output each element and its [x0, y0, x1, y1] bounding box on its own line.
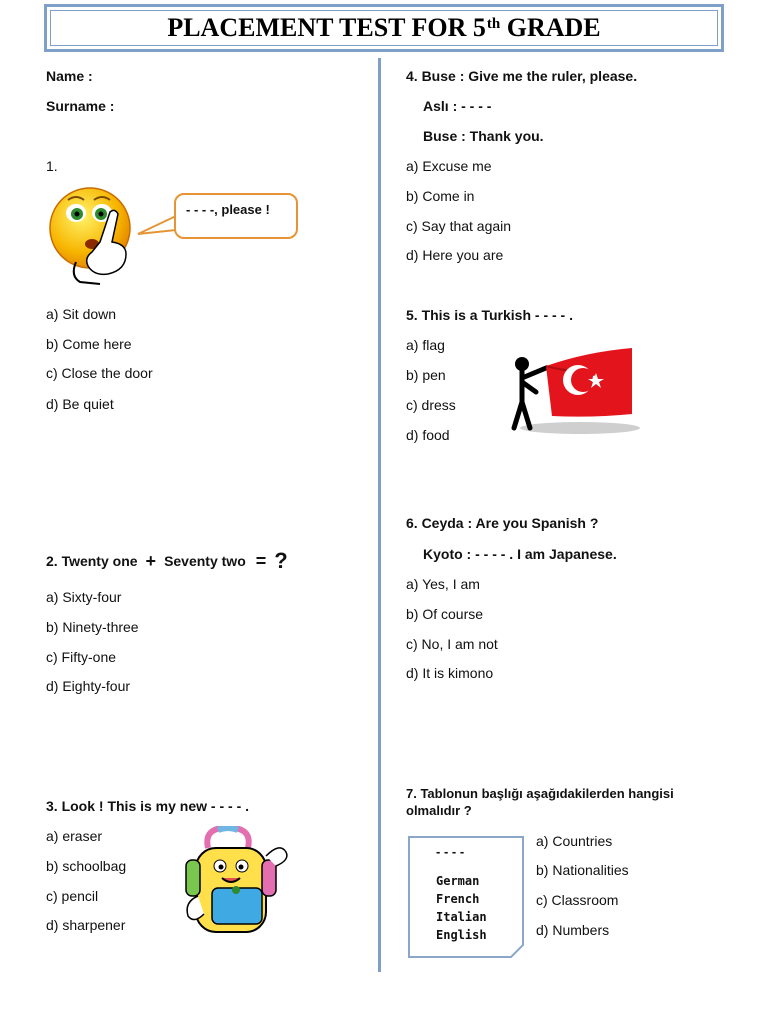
q1-option-a[interactable]: a) Sit down	[46, 306, 117, 322]
q5-question: 5. This is a Turkish - - - - .	[406, 307, 573, 323]
q2-option-d[interactable]: d) Eighty-four	[46, 678, 131, 694]
q7-option-a[interactable]: a) Countries	[536, 833, 613, 849]
speech-bubble	[174, 193, 298, 239]
language-table	[408, 836, 524, 958]
equals-symbol: =	[255, 550, 267, 571]
bubble-tail	[136, 212, 178, 238]
q5-option-d[interactable]: d) food	[406, 427, 450, 443]
q4-line2: Aslı : - - - -	[423, 98, 492, 114]
q7-line1: 7. Tablonun başlığı aşağıdakilerden hangisi	[406, 786, 674, 801]
q6-option-d[interactable]: d) It is kimono	[406, 665, 494, 681]
title-text-end: GRADE	[500, 13, 601, 42]
q7-option-d[interactable]: d) Numbers	[536, 922, 610, 938]
turkish-flag-image	[500, 342, 640, 438]
q1-number: 1.	[46, 158, 58, 174]
q4-option-a[interactable]: a) Excuse me	[406, 158, 492, 174]
title-text: PLACEMENT TEST FOR 5	[167, 13, 486, 42]
page-curl-icon	[510, 944, 524, 958]
q6-line2: Kyoto : - - - - . I am Japanese.	[423, 546, 617, 562]
title-superscript: th	[486, 15, 501, 32]
page-title	[50, 10, 718, 46]
q6-option-c[interactable]: c) No, I am not	[406, 636, 498, 652]
q4-option-b[interactable]: b) Come in	[406, 188, 475, 204]
q3-question: 3. Look ! This is my new - - - - .	[46, 798, 250, 814]
q4-option-d[interactable]: d) Here you are	[406, 247, 504, 263]
table-item: English	[436, 928, 487, 942]
q7-option-c[interactable]: c) Classroom	[536, 892, 619, 908]
column-divider	[378, 58, 381, 972]
q4-line3: Buse : Thank you.	[423, 128, 544, 144]
q3-option-c[interactable]: c) pencil	[46, 888, 99, 904]
q1-option-b[interactable]: b) Come here	[46, 336, 132, 352]
q7-option-b[interactable]: b) Nationalities	[536, 862, 629, 878]
shush-smiley-image	[46, 184, 138, 288]
surname-label: Surname :	[46, 98, 115, 114]
plus-symbol: +	[145, 550, 157, 571]
title-frame	[44, 4, 724, 52]
q7-line2: olmalıdır ?	[406, 803, 472, 818]
q2-question: 2. Twenty one + Seventy two = ?	[46, 548, 288, 573]
question-mark: ?	[274, 548, 288, 573]
q5-option-c[interactable]: c) dress	[406, 397, 456, 413]
q2-option-a[interactable]: a) Sixty-four	[46, 589, 122, 605]
bubble-text: - - - -, please !	[186, 202, 270, 217]
name-label: Name :	[46, 68, 93, 84]
q1-option-d[interactable]: d) Be quiet	[46, 396, 114, 412]
table-item: French	[436, 892, 480, 906]
q1-option-c[interactable]: c) Close the door	[46, 365, 153, 381]
q3-option-d[interactable]: d) sharpener	[46, 917, 126, 933]
table-heading: - - - -	[436, 844, 465, 859]
q2-option-b[interactable]: b) Ninety-three	[46, 619, 139, 635]
table-item: Italian	[436, 910, 487, 924]
q3-option-b[interactable]: b) schoolbag	[46, 858, 127, 874]
q4-option-c[interactable]: c) Say that again	[406, 218, 512, 234]
q4-line1: 4. Buse : Give me the ruler, please.	[406, 68, 638, 84]
q6-option-a[interactable]: a) Yes, I am	[406, 576, 480, 592]
q5-option-b[interactable]: b) pen	[406, 367, 446, 383]
q6-option-b[interactable]: b) Of course	[406, 606, 484, 622]
schoolbag-image	[178, 826, 290, 936]
q6-line1: 6. Ceyda : Are you Spanish ?	[406, 515, 599, 531]
q5-option-a[interactable]: a) flag	[406, 337, 445, 353]
q3-option-a[interactable]: a) eraser	[46, 828, 103, 844]
q2-option-c[interactable]: c) Fifty-one	[46, 649, 117, 665]
table-item: German	[436, 874, 480, 888]
